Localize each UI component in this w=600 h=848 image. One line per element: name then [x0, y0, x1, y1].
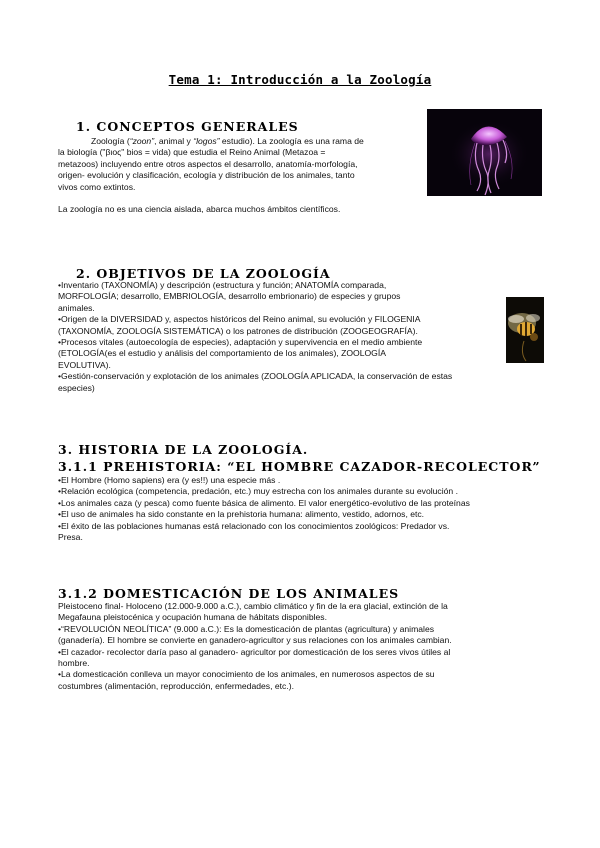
text-line: costumbres (alimentación, reproducción, enfermedades, etc.). [58, 680, 294, 691]
text-line: Presa. [58, 532, 83, 543]
bee-photo [506, 297, 544, 363]
text-line: (TAXONOMÍA, ZOOLOGÍA SISTEMÁTICA) o los patrones de distribución (ZOOGEOGRAFÍA). [58, 325, 418, 336]
text-line: hombre. [58, 658, 90, 669]
section-heading-historia: 3. HISTORIA DE LA ZOOLOGÍA. [58, 442, 309, 457]
text-line: La zoología no es una ciencia aislada, abarca muchos ámbitos científicos. [58, 204, 341, 215]
text-line: animales. [58, 302, 95, 313]
text-line: MORFOLOGÍA; desarrollo, EMBRIOLOGÍA, desarrollo embrionario) de especies y grupos [58, 291, 401, 302]
section-body-prehistoria [58, 475, 548, 543]
text-line: la biología ("βιος" bios = vida) que estudia el Reino Animal (Metazoa = [58, 147, 326, 158]
text-line: especies) [58, 382, 95, 393]
list-item: •El éxito de las poblaciones humanas está relacionado con los conocimientos zoológicos: Predador vs. [58, 520, 450, 531]
text-line: EVOLUTIVA). [58, 359, 111, 370]
text-line: Zoología (“zoon”, animal y “logos” estudio). La zoología es una rama de [91, 136, 364, 146]
list-item: •Procesos vitales (autoecología de especies), adaptación y supervivencia en el medio ambiente [58, 337, 423, 348]
text-line: metazoos) incluyendo entre otros aspectos el desarrollo, anatomía-morfología, [58, 158, 358, 169]
text-line: vivos como extintos. [58, 181, 136, 192]
list-item: •Gestión-conservación y explotación de los animales (ZOOLOGÍA APLICADA, la conservación de estas [58, 371, 453, 382]
jellyfish-photo [427, 109, 542, 196]
page-title: Tema 1: Introducción a la Zoología [168, 72, 432, 87]
text-line: (ganadería). El hombre se convierte en ganadero-agricultor y sus relaciones con los animales cambian. [58, 635, 452, 646]
section-heading-conceptos: 1. CONCEPTOS GENERALES [76, 119, 299, 134]
list-item: •El cazador- recolector daría paso al ganadero- agricultor por domesticación de los seres vivos útiles al [58, 646, 451, 657]
list-item: •“REVOLUCIÓN NEOLÍTICA” (9.000 a.C.): Es la domesticación de plantas (agricultura) y animales [58, 623, 435, 634]
text-line: Pleistoceno final- Holoceno (12.000-9.000 a.C.), cambio climático y fin de la era glacial, extinción de la [58, 601, 448, 611]
text-line: origen- evolución y clasificación, ecología y distribución de los animales, tanto [58, 170, 355, 181]
list-item: •Relación ecológica (competencia, predación, etc.) muy estrecha con los animales durante su evolución . [58, 486, 458, 497]
section-body-domesticacion [58, 601, 548, 692]
subsection-heading-domesticacion: 3.1.2 DOMESTICACIÓN DE LOS ANIMALES [58, 586, 400, 601]
section-heading-objetivos: 2. OBJETIVOS DE LA ZOOLOGÍA [76, 266, 331, 281]
section-body-conceptos [58, 136, 418, 215]
list-item: •Origen de la DIVERSIDAD y, aspectos históricos del Reino animal, su evolución y FILOGENIA [58, 314, 421, 325]
list-item: •La domesticación conlleva un mayor conocimiento de los animales, en numerosos aspectos de su [58, 669, 435, 680]
text-line: Megafauna pleistocénica y ocupación humana de hábitats disponibles. [58, 612, 327, 623]
subsection-heading-prehistoria: 3.1.1 PREHISTORIA: “EL HOMBRE CAZADOR-RECOLECTOR” [58, 459, 541, 474]
list-item: •Inventario (TAXONOMÍA) y descripción (estructura y función; ANATOMÍA comparada, [58, 280, 387, 290]
section-body-objetivos [58, 280, 528, 394]
text-line: (ETOLOGÍA(es el estudio y análisis del comportamiento de los animales), ZOOLOGÍA [58, 348, 386, 359]
list-item: •El Hombre (Homo sapiens) era (y es!!) una especie más . [58, 475, 281, 485]
list-item: •El uso de animales ha sido constante en la prehistoria humana: alimento, vestido, adornos, etc. [58, 509, 425, 520]
list-item: •Los animales caza (y pesca) como fuente básica de alimento. El valor energético-evolutivo de las proteínas [58, 497, 470, 508]
